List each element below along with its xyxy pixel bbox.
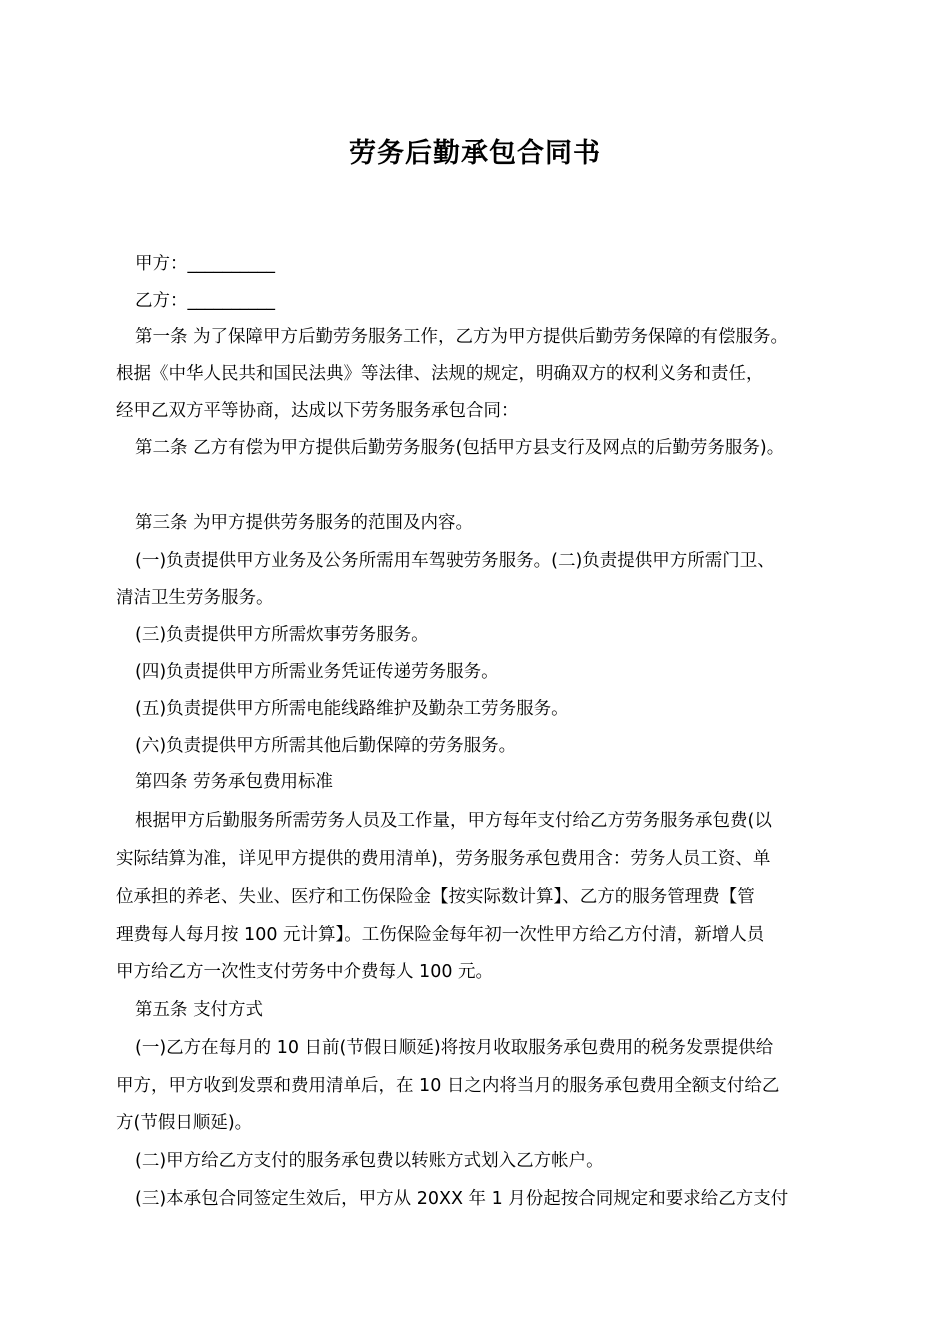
article-5-item-1-line-1: (一)乙方在每月的 10 日前(节假日顺延)将按月收取服务承包费用的税务发票提供给 <box>135 1038 774 1058</box>
article-3-item-3: (三)负责提供甲方所需炊事劳务服务。 <box>135 625 429 645</box>
article-1-line-1: 第一条 为了保障甲方后勤劳务服务工作，乙方为甲方提供后勤劳务保障的有偿服务。 <box>135 327 789 347</box>
document-title: 劳务后勤承包合同书 <box>349 138 601 169</box>
article-4-line-4: 理费每人每月按 100 元计算】。工伤保险金每年初一次性甲方给乙方付清，新增人员 <box>116 925 765 945</box>
article-1-line-2: 根据《中华人民共和国民法典》等法律、法规的规定，明确双方的权利义务和责任， <box>116 364 764 384</box>
article-3-item-4: (四)负责提供甲方所需业务凭证传递劳务服务。 <box>135 662 499 682</box>
article-4-line-3: 位承担的养老、失业、医疗和工伤保险金【按实际数计算】、乙方的服务管理费【管 <box>116 887 755 907</box>
party-b-line: 乙方：__________ <box>135 291 275 311</box>
article-3-item-1-2: (一)负责提供甲方业务及公务所需用车驾驶劳务服务。(二)负责提供甲方所需门卫、 <box>135 551 775 571</box>
article-1-line-3: 经甲乙双方平等协商，达成以下劳务服务承包合同： <box>116 401 519 421</box>
article-4-heading: 第四条 劳务承包费用标准 <box>135 772 334 792</box>
party-a-line: 甲方：__________ <box>135 254 275 274</box>
article-4-line-5: 甲方给乙方一次性支付劳务中介费每人 100 元。 <box>116 962 494 982</box>
article-3-item-6: (六)负责提供甲方所需其他后勤保障的劳务服务。 <box>135 736 517 756</box>
article-5-heading: 第五条 支付方式 <box>135 1000 264 1020</box>
article-5-item-1-line-2: 甲方，甲方收到发票和费用清单后，在 10 日之内将当月的服务承包费用全额支付给乙 <box>116 1076 780 1096</box>
article-3-heading: 第三条 为甲方提供劳务服务的范围及内容。 <box>135 513 474 533</box>
article-5-item-3: (三)本承包合同签定生效后，甲方从 20XX 年 1 月份起按合同规定和要求给乙方支付 <box>135 1189 789 1209</box>
article-4-line-1: 根据甲方后勤服务所需劳务人员及工作量，甲方每年支付给乙方劳务服务承包费(以 <box>135 811 772 831</box>
article-4-line-2: 实际结算为准，详见甲方提供的费用清单)，劳务服务承包费用含：劳务人员工资、单 <box>116 849 771 869</box>
article-2-line: 第二条 乙方有偿为甲方提供后勤劳务服务(包括甲方县支行及网点的后勤劳务服务)。 <box>135 438 785 458</box>
article-3-item-5: (五)负责提供甲方所需电能线路维护及勤杂工劳务服务。 <box>135 699 569 719</box>
article-5-item-1-line-3: 方(节假日顺延)。 <box>116 1113 253 1133</box>
article-5-item-2: (二)甲方给乙方支付的服务承包费以转账方式划入乙方帐户。 <box>135 1151 604 1171</box>
article-3-item-2-cont: 清洁卫生劳务服务。 <box>116 588 274 608</box>
